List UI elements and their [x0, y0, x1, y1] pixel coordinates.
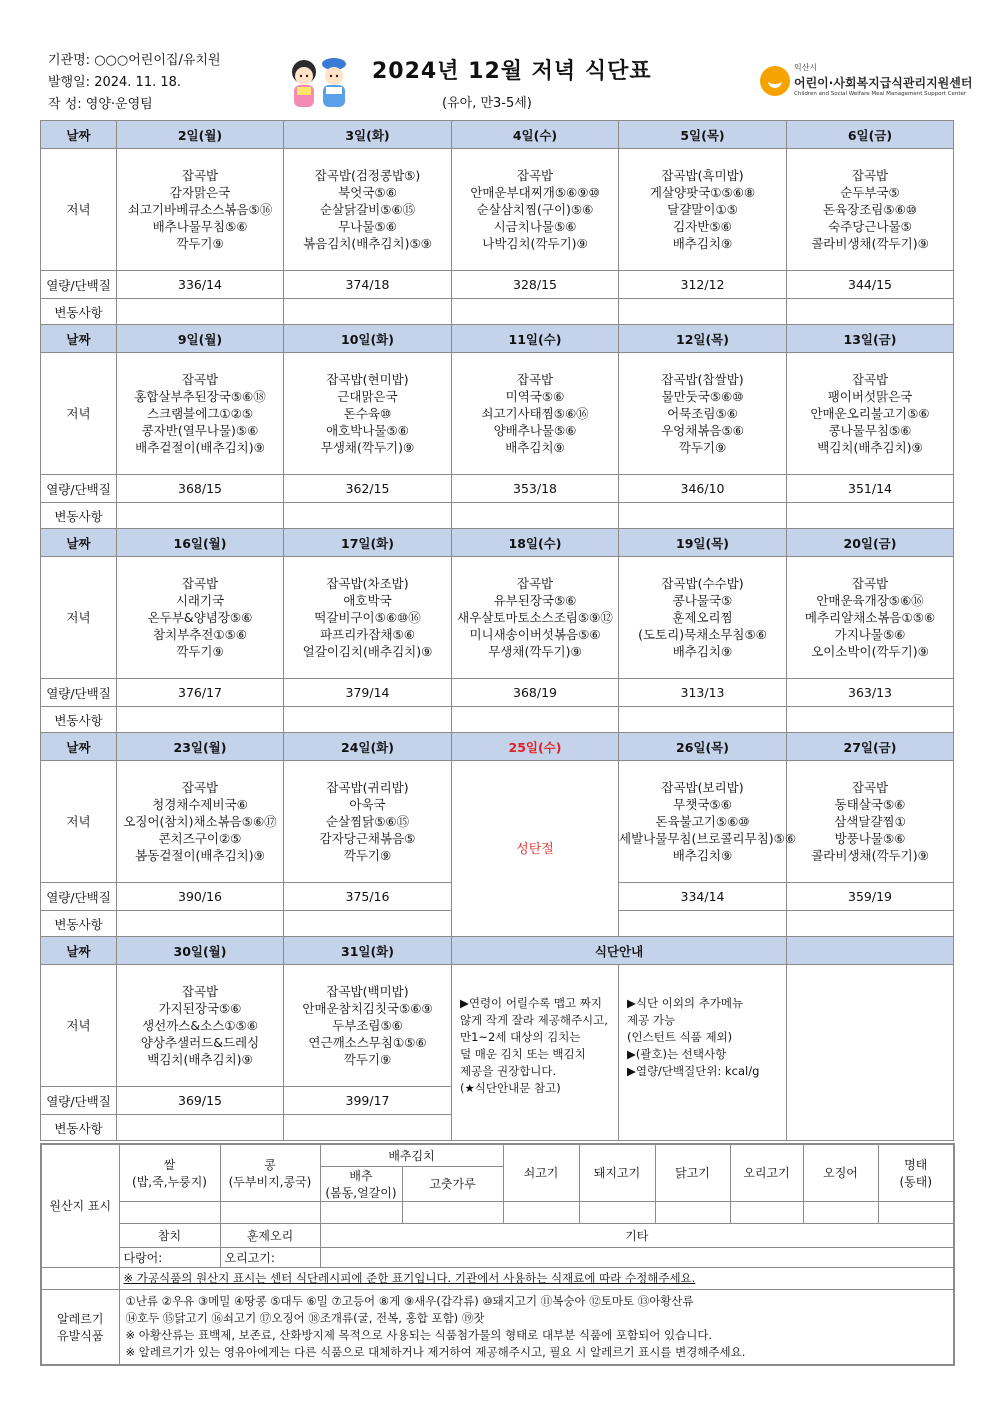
day-change[interactable] — [284, 503, 452, 529]
calorie-row — [41, 271, 954, 299]
origin-pollack-header: 명태 (동태) — [878, 1144, 954, 1201]
menu-item: 잡곡밥(흑미밥) — [661, 168, 744, 183]
note-line: ▶식단 이외의 추가메뉴 — [627, 996, 744, 1010]
menu-item: 잡곡밥 — [181, 780, 219, 795]
day-calorie: 312/12 — [619, 271, 787, 299]
date-label: 날짜 — [41, 121, 117, 149]
origin-chicken-value[interactable] — [655, 1201, 730, 1223]
date-label: 날짜 — [41, 937, 117, 965]
change-label: 변동사항 — [41, 299, 117, 325]
menu-item: 콩나물국⑤ — [672, 593, 733, 608]
day-date: 31일(화) — [284, 937, 452, 965]
day-date: 18일(수) — [452, 529, 619, 557]
menu-item: 잡곡밥(찹쌀밥) — [661, 372, 744, 387]
origin-cabbage-header: 배추 (봄동,얼갈이) — [320, 1166, 402, 1201]
dinner-row — [41, 761, 954, 883]
document-meta — [48, 50, 221, 116]
day-date: 27일(금) — [787, 733, 954, 761]
menu-item: 숙주당근나물⑤ — [828, 219, 912, 234]
menu-item: 배추김치⑨ — [672, 644, 733, 659]
menu-item: 미역국⑤⑥ — [505, 389, 565, 404]
origin-squid-header: 오징어 — [803, 1144, 878, 1201]
menu-item: 잡곡밥 — [181, 576, 219, 591]
day-change[interactable] — [284, 1115, 452, 1141]
day-calorie: 376/17 — [117, 679, 284, 707]
origin-bean-value[interactable] — [220, 1201, 320, 1223]
day-menu — [284, 149, 452, 271]
menu-item: 안매운부대찌개⑤⑥⑨⑩ — [470, 185, 600, 200]
origin-etc-value[interactable] — [320, 1247, 954, 1267]
menu-item: 잡곡밥(백미밥) — [326, 984, 409, 999]
origin-smoked-duck-value[interactable]: 오리고기: — [220, 1247, 320, 1267]
day-change[interactable] — [117, 707, 284, 733]
calorie-label: 열량/단백질 — [41, 679, 117, 707]
page-title: 2024년 12월 저녁 식단표 — [372, 59, 652, 84]
menu-item: 배추겉절이(배추김치)⑨ — [135, 440, 265, 455]
menu-item: 동태살국⑤⑥ — [834, 797, 906, 812]
notes-left — [452, 965, 619, 1141]
origin-tuna-header: 참치 — [119, 1223, 220, 1247]
menu-item: 안매운오리불고기⑤⑥ — [810, 406, 930, 421]
holiday-label: 성탄절 — [516, 841, 554, 857]
day-date: 11일(수) — [452, 325, 619, 353]
dinner-label: 저녁 — [41, 353, 117, 475]
day-date: 19일(목) — [619, 529, 787, 557]
menu-item: 우엉채볶음⑤⑥ — [661, 423, 744, 438]
day-date: 24일(화) — [284, 733, 452, 761]
day-change[interactable] — [284, 707, 452, 733]
mascot-illustration — [286, 54, 356, 110]
day-menu — [117, 353, 284, 475]
dinner-label: 저녁 — [41, 149, 117, 271]
day-calorie: 374/18 — [284, 271, 452, 299]
calorie-label: 열량/단백질 — [41, 271, 117, 299]
note-line: 제공 가능 — [627, 1013, 676, 1027]
origin-duck-header: 오리고기 — [730, 1144, 803, 1201]
menu-item: 콩나물무침⑤⑥ — [828, 423, 912, 438]
menu-item: 배추나물무침⑤⑥ — [152, 219, 248, 234]
menu-item: 떡갈비구이⑤⑥⑩⑯ — [314, 610, 421, 625]
origin-rice-header: 쌀 (밥,죽,누룽지) — [119, 1144, 220, 1201]
menu-item: 잡곡밥(보리밥) — [661, 780, 744, 795]
menu-item: 애호박나물⑤⑥ — [326, 423, 409, 438]
dinner-label: 저녁 — [41, 557, 117, 679]
menu-item: 볶음김치(배추김치)⑤⑨ — [303, 236, 432, 251]
day-menu — [787, 353, 954, 475]
menu-item: 무생채(깍두기)⑨ — [488, 644, 582, 659]
page-header — [0, 0, 992, 118]
date-row — [41, 937, 954, 965]
menu-item: 안매운참치김칫국⑤⑥⑨ — [302, 1001, 433, 1016]
menu-item: 참치부추전①⑤⑥ — [153, 627, 247, 642]
menu-item: 메추리알채소볶음①⑤⑥ — [804, 610, 936, 625]
menu-item: 쇠고기사태찜⑤⑥⑯ — [481, 406, 589, 421]
calorie-row — [41, 475, 954, 503]
menu-item: 무생채(깍두기)⑨ — [320, 440, 415, 455]
menu-item: 순살닭갈비⑤⑥⑮ — [319, 202, 416, 217]
menu-item: 생선까스&소스①⑤⑥ — [142, 1018, 258, 1033]
menu-item: 무챗국⑤⑥ — [673, 797, 732, 812]
date-row — [41, 121, 954, 149]
allergy-label: 알레르기 유발식품 — [41, 1289, 119, 1365]
date-row — [41, 529, 954, 557]
day-date: 3일(화) — [284, 121, 452, 149]
day-date: 13일(금) — [787, 325, 954, 353]
menu-item: 배추김치⑨ — [505, 440, 565, 455]
note-line: (인스턴트 식품 제외) — [627, 1030, 733, 1044]
day-menu — [284, 557, 452, 679]
day-date: 4일(수) — [452, 121, 619, 149]
origin-kimchi-header: 배추김치 — [320, 1144, 503, 1166]
day-change[interactable] — [452, 503, 619, 529]
dinner-label: 저녁 — [41, 761, 117, 883]
day-calorie: 379/14 — [284, 679, 452, 707]
menu-item: (도토리)묵채소무침⑤⑥ — [638, 627, 767, 642]
day-calorie: 351/14 — [787, 475, 954, 503]
menu-item: 잡곡밥 — [181, 168, 219, 183]
page-subtitle: (유아, 만3-5세) — [442, 96, 532, 111]
menu-item: 시래기국 — [175, 593, 225, 608]
day-change[interactable] — [787, 911, 954, 937]
day-menu — [787, 557, 954, 679]
dinner-row — [41, 353, 954, 475]
change-label: 변동사항 — [41, 707, 117, 733]
day-calorie: 375/16 — [284, 883, 452, 911]
day-change[interactable] — [787, 503, 954, 529]
origin-cabbage-value[interactable] — [320, 1201, 402, 1223]
menu-item: 콩자반(열무나물)⑤⑥ — [141, 423, 259, 438]
date-label: 날짜 — [41, 733, 117, 761]
menu-table — [40, 120, 954, 1141]
menu-item: 삼색달걀찜① — [834, 814, 906, 829]
menu-item: 순살삼치찜(구이)⑤⑥ — [476, 202, 594, 217]
menu-item: 잡곡밥(검정콩밥⑤) — [314, 168, 421, 183]
menu-item: 애호박국 — [343, 593, 392, 608]
day-menu — [619, 149, 787, 271]
allergy-line: ①난류 ②우유 ③메밀 ④땅콩 ⑤대두 ⑥밀 ⑦고등어 ⑧게 ⑨새우(갑각류) ⑩돼지고기 ⑪복숭아 ⑫토마토 ⑬아황산류 — [125, 1293, 694, 1308]
day-menu — [117, 965, 284, 1087]
day-menu — [284, 965, 452, 1087]
menu-item: 아욱국 — [349, 797, 386, 812]
note-line: (★식단안내문 참고) — [460, 1081, 561, 1095]
origin-chicken-header: 닭고기 — [655, 1144, 730, 1201]
menu-item: 어묵조림⑤⑥ — [667, 406, 738, 421]
menu-item: 미니새송이버섯볶음⑤⑥ — [469, 627, 601, 642]
day-menu — [117, 149, 284, 271]
institution-line: 기관명: ○○○어린이집/유치원 — [48, 53, 221, 68]
day-date: 30일(월) — [117, 937, 284, 965]
origin-tuna-value[interactable]: 다랑어: — [119, 1247, 220, 1267]
allergy-line: ※ 알레르기가 있는 영유아에게는 다른 식품으로 대체하거나 제거하여 제공해주시고, 필요 시 알레르기 표시를 변경해주세요. — [125, 1344, 746, 1359]
day-calorie: 399/17 — [284, 1087, 452, 1115]
origin-allergy-table — [40, 1143, 955, 1366]
day-change[interactable] — [452, 299, 619, 325]
change-label: 변동사항 — [41, 911, 117, 937]
menu-item: 봄동겉절이(배추김치)⑨ — [135, 848, 265, 863]
origin-note-spacer — [41, 1267, 119, 1289]
day-menu — [452, 353, 619, 475]
day-change[interactable] — [787, 299, 954, 325]
calorie-label: 열량/단백질 — [41, 1087, 117, 1115]
menu-item: 콜라비생채(깍두기)⑨ — [811, 236, 929, 251]
menu-item: 잡곡밥 — [851, 780, 889, 795]
institution-value: ○○○어린이집/유치원 — [94, 53, 221, 68]
menu-item: 깍두기⑨ — [176, 644, 224, 659]
menu-item: 가지나물⑤⑥ — [834, 627, 906, 642]
calorie-row — [41, 679, 954, 707]
menu-item: 근대맑은국 — [337, 389, 398, 404]
menu-item: 연근깨소스무침①⑤⑥ — [308, 1035, 427, 1050]
day-date: 20일(금) — [787, 529, 954, 557]
menu-item: 게살양팟국①⑤⑥⑧ — [649, 185, 756, 200]
menu-item: 돈육불고기⑤⑥⑩ — [655, 814, 750, 829]
allergy-legend — [119, 1289, 954, 1365]
change-row — [41, 707, 954, 733]
menu-item: 잡곡밥(귀리밥) — [326, 780, 409, 795]
menu-item: 잡곡밥 — [181, 372, 219, 387]
menu-item: 무나물⑤⑥ — [338, 219, 397, 234]
day-menu — [619, 557, 787, 679]
menu-item: 파프리카잡채⑤⑥ — [320, 627, 415, 642]
day-change[interactable] — [619, 911, 787, 937]
holiday-cell — [452, 761, 619, 937]
date-label: 날짜 — [41, 529, 117, 557]
dinner-row — [41, 149, 954, 271]
day-calorie: 334/14 — [619, 883, 787, 911]
day-change[interactable] — [117, 1115, 284, 1141]
menu-item: 쇠고기바베큐소스볶음⑤⑯ — [127, 202, 273, 217]
day-menu — [787, 761, 954, 883]
info-header-blank — [787, 937, 954, 965]
menu-item: 백김치(배추김치)⑨ — [817, 440, 923, 455]
day-menu — [787, 149, 954, 271]
dinner-row — [41, 965, 954, 1087]
menu-item: 깍두기⑨ — [176, 236, 224, 251]
origin-beef-header: 쇠고기 — [503, 1144, 579, 1201]
date-row — [41, 733, 954, 761]
menu-item: 오징어(참치)채소볶음⑤⑥⑰ — [123, 814, 277, 829]
day-calorie: 368/19 — [452, 679, 619, 707]
allergy-line: ※ 아황산류는 표백제, 보존료, 산화방지제 목적으로 사용되는 식품첨가물의 형태로 대부분 식품에 포함되어 있습니다. — [125, 1327, 713, 1342]
menu-item: 양배추나물⑤⑥ — [493, 423, 577, 438]
day-menu — [284, 353, 452, 475]
calorie-label: 열량/단백질 — [41, 883, 117, 911]
author-value: 영양·운영팀 — [85, 97, 153, 112]
day-menu — [117, 761, 284, 883]
info-header: 식단안내 — [452, 937, 787, 965]
menu-item: 배추김치⑨ — [672, 848, 733, 863]
note-line: 않게 작게 잘라 제공해주시고, — [460, 1013, 608, 1027]
day-menu — [452, 557, 619, 679]
day-date: 25일(수) — [452, 733, 619, 761]
menu-item: 새우살토마토소스조림⑤⑨⑫ — [457, 610, 613, 625]
menu-item: 잡곡밥 — [516, 576, 554, 591]
issue-date-line: 발행일: 2024. 11. 18. — [48, 75, 182, 90]
menu-item: 북엇국⑤⑥ — [338, 185, 397, 200]
menu-item: 김자반⑤⑥ — [673, 219, 732, 234]
day-calorie: 363/13 — [787, 679, 954, 707]
menu-item: 유부된장국⑤⑥ — [493, 593, 577, 608]
note-line: 덜 매운 김치 또는 백김치 — [460, 1047, 586, 1061]
day-change[interactable] — [117, 503, 284, 529]
day-date: 12일(목) — [619, 325, 787, 353]
menu-item: 잡곡밥 — [516, 372, 554, 387]
day-date: 2일(월) — [117, 121, 284, 149]
day-calorie: 353/18 — [452, 475, 619, 503]
menu-item: 잡곡밥(수수밥) — [661, 576, 744, 591]
menu-item: 잡곡밥 — [516, 168, 554, 183]
day-calorie: 313/13 — [619, 679, 787, 707]
day-change[interactable] — [452, 707, 619, 733]
notes-right — [619, 965, 787, 1141]
day-change[interactable] — [619, 299, 787, 325]
menu-item: 가지된장국⑤⑥ — [158, 1001, 242, 1016]
menu-item: 깍두기⑨ — [678, 440, 727, 455]
change-label: 변동사항 — [41, 503, 117, 529]
menu-item: 깍두기⑨ — [343, 1052, 392, 1067]
dinner-row — [41, 557, 954, 679]
menu-item: 잡곡밥(현미밥) — [326, 372, 409, 387]
day-date: 16일(월) — [117, 529, 284, 557]
menu-item: 감자맑은국 — [169, 185, 231, 200]
change-label: 변동사항 — [41, 1115, 117, 1141]
note-line: ▶열량/단백질단위: kcal/g — [627, 1064, 760, 1078]
origin-smoked-duck-header: 훈제오리 — [220, 1223, 320, 1247]
day-change[interactable] — [619, 503, 787, 529]
menu-item: 잡곡밥 — [181, 984, 219, 999]
day-change[interactable] — [787, 707, 954, 733]
issue-date-value: 2024. 11. 18. — [94, 75, 182, 90]
menu-item: 백김치(배추김치)⑨ — [147, 1052, 253, 1067]
origin-beef-value[interactable] — [503, 1201, 579, 1223]
notes-blank — [787, 965, 954, 1141]
day-calorie: 390/16 — [117, 883, 284, 911]
dinner-label: 저녁 — [41, 965, 117, 1087]
origin-pork-header: 돼지고기 — [579, 1144, 655, 1201]
day-change[interactable] — [619, 707, 787, 733]
day-menu — [619, 761, 797, 883]
day-change[interactable] — [284, 911, 452, 937]
menu-item: 순두부국⑤ — [840, 185, 900, 200]
origin-label: 원산지 표시 — [41, 1144, 119, 1267]
date-label: 날짜 — [41, 325, 117, 353]
day-menu — [117, 557, 284, 679]
menu-item: 깍두기⑨ — [343, 848, 392, 863]
center-logo: 익산시 어린이·사회복지급식관리지원센터 Children and Social Welfare Meal Management Support Center — [760, 62, 956, 106]
menu-item: 안매운육개장⑤⑥⑯ — [816, 593, 924, 608]
author-line: 작 성: 영양·운영팀 — [48, 97, 153, 112]
menu-item: 홍합살부추된장국⑤⑥⑱ — [134, 389, 266, 404]
menu-item: 시금치나물⑤⑥ — [493, 219, 577, 234]
day-change[interactable] — [284, 299, 452, 325]
menu-item: 콜라비생채(깍두기)⑨ — [811, 848, 929, 863]
menu-item: 배추김치⑨ — [672, 236, 733, 251]
allergy-line: ⑭호두 ⑮닭고기 ⑯쇠고기 ⑰오징어 ⑱조개류(굴, 전복, 홍합 포함) ⑲잣 — [125, 1310, 485, 1325]
menu-item: 달걀말이①⑤ — [667, 202, 738, 217]
day-menu — [284, 761, 452, 883]
menu-item: 순살찜닭⑤⑥⑮ — [325, 814, 410, 829]
day-calorie: 359/19 — [787, 883, 954, 911]
day-date: 9일(월) — [117, 325, 284, 353]
day-calorie: 336/14 — [117, 271, 284, 299]
logo-mark-icon — [760, 66, 790, 96]
menu-item: 얼갈이김치(배추김치)⑨ — [302, 644, 433, 659]
menu-item: 방풍나물⑤⑥ — [834, 831, 906, 846]
origin-pepper-header: 고춧가루 — [402, 1166, 503, 1201]
day-date: 26일(목) — [619, 733, 787, 761]
note-line: ▶연령이 어릴수록 맵고 짜지 — [460, 996, 603, 1010]
menu-item: 스크램블에그①②⑤ — [146, 406, 254, 421]
origin-bean-header: 콩 (두부비지,콩국) — [220, 1144, 320, 1201]
menu-item: 양상추샐러드&드레싱 — [140, 1035, 260, 1050]
menu-item: 팽이버섯맑은국 — [827, 389, 913, 404]
day-calorie: 344/15 — [787, 271, 954, 299]
menu-item: 온두부&양념장⑤⑥ — [147, 610, 253, 625]
day-date: 6일(금) — [787, 121, 954, 149]
day-date: 17일(화) — [284, 529, 452, 557]
note-line: ▶(괄호)는 선택사항 — [627, 1047, 727, 1061]
day-calorie: 369/15 — [117, 1087, 284, 1115]
menu-item: 청경채수제비국⑥ — [152, 797, 248, 812]
origin-pepper-value[interactable] — [402, 1201, 503, 1223]
day-change[interactable] — [117, 911, 284, 937]
menu-item: 세발나물무침(브로콜리무침)⑤⑥ — [619, 831, 797, 846]
origin-squid-value[interactable] — [803, 1201, 878, 1223]
note-line: 만1~2세 대상의 김치는 — [460, 1030, 581, 1044]
origin-pork-value[interactable] — [579, 1201, 655, 1223]
menu-item: 나박김치(깍두기)⑨ — [482, 236, 588, 251]
note-line: 제공을 권장합니다. — [460, 1064, 557, 1078]
menu-item: 잡곡밥 — [851, 168, 889, 183]
origin-rice-value[interactable] — [119, 1201, 220, 1223]
origin-pollack-value[interactable] — [878, 1201, 954, 1223]
menu-item: 감자당근채볶음⑤ — [319, 831, 416, 846]
origin-etc-header: 기타 — [320, 1223, 954, 1247]
day-calorie: 368/15 — [117, 475, 284, 503]
menu-item: 잡곡밥 — [851, 576, 889, 591]
change-row — [41, 503, 954, 529]
menu-item: 두부조림⑤⑥ — [332, 1018, 403, 1033]
day-change[interactable] — [117, 299, 284, 325]
day-menu — [452, 149, 619, 271]
change-row — [41, 299, 954, 325]
day-date: 23일(월) — [117, 733, 284, 761]
day-calorie: 328/15 — [452, 271, 619, 299]
menu-item: 잡곡밥(차조밥) — [326, 576, 409, 591]
menu-item: 돈수육⑩ — [343, 406, 392, 421]
menu-item: 돈육장조림⑤⑥⑩ — [823, 202, 917, 217]
menu-item: 콘치즈구이②⑤ — [158, 831, 242, 846]
menu-item: 오이소박이(깍두기)⑨ — [811, 644, 929, 659]
day-date: 5일(목) — [619, 121, 787, 149]
day-calorie: 362/15 — [284, 475, 452, 503]
menu-item: 물만둣국⑤⑥⑩ — [661, 389, 744, 404]
day-date: 10일(화) — [284, 325, 452, 353]
date-row — [41, 325, 954, 353]
origin-note: ※ 가공식품의 원산지 표시는 센터 식단레시피에 준한 표기입니다. 기관에서 사용하는 식재료에 따라 수정해주세요. — [119, 1267, 954, 1289]
calorie-label: 열량/단백질 — [41, 475, 117, 503]
day-calorie: 346/10 — [619, 475, 787, 503]
day-menu — [619, 353, 787, 475]
origin-duck-value[interactable] — [730, 1201, 803, 1223]
menu-item: 잡곡밥 — [851, 372, 889, 387]
menu-item: 훈제오리찜 — [672, 610, 733, 625]
